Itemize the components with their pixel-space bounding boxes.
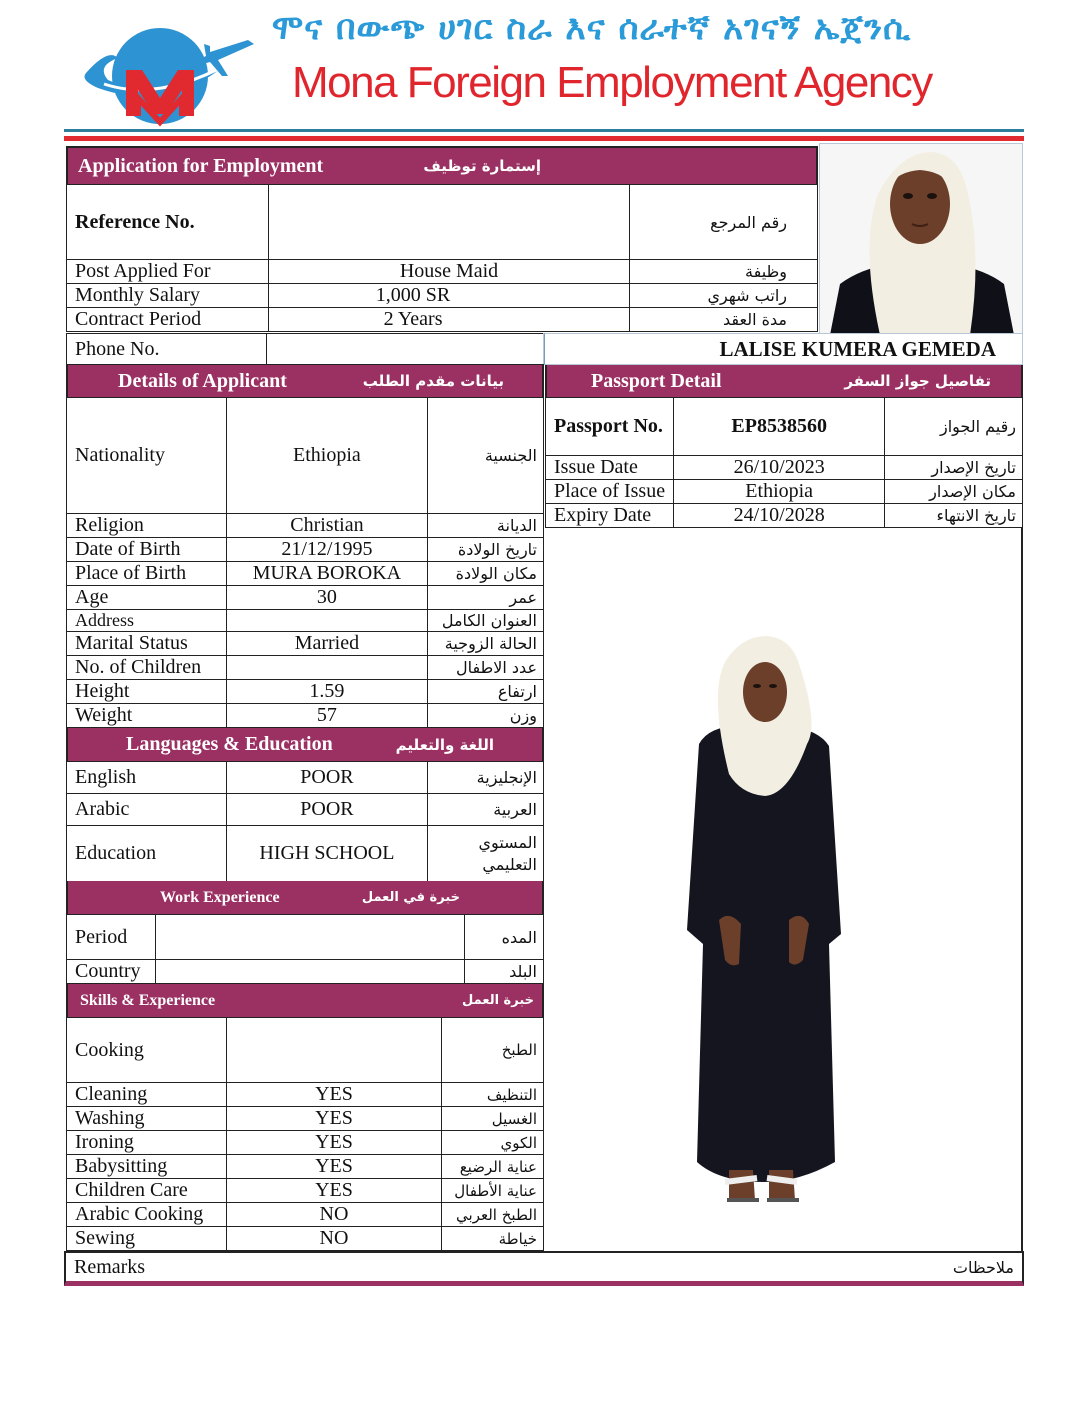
english-label: English [67, 762, 227, 794]
address-label-ar: العنوان الكامل [428, 610, 544, 632]
dob-value[interactable]: 21/12/1995 [226, 538, 427, 562]
contract-label-ar: مدة العقد [630, 308, 818, 332]
washing-label-ar: الغسيل [442, 1107, 544, 1131]
agency-name: Mona Foreign Employment Agency [292, 58, 932, 107]
arabic-value[interactable]: POOR [226, 794, 428, 826]
skills-header [66, 984, 544, 1017]
languages-title-ar: اللغة والتعليم [395, 735, 494, 754]
salary-label-ar: راتب شهري [630, 284, 818, 308]
education-value[interactable]: HIGH SCHOOL [226, 826, 428, 882]
babysitting-label-ar: عناية الرضيع [442, 1155, 544, 1179]
table-row [67, 1179, 544, 1203]
work-header [66, 881, 544, 914]
cleaning-label: Cleaning [67, 1083, 227, 1107]
table-row [67, 1203, 544, 1227]
babysitting-label: Babysitting [67, 1155, 227, 1179]
ironing-label-ar: الكوي [442, 1131, 544, 1155]
height-value[interactable]: 1.59 [226, 680, 427, 704]
post-value[interactable]: House Maid [268, 260, 629, 284]
applicant-portrait-photo [819, 143, 1023, 334]
table-row [67, 826, 544, 882]
marital-value[interactable]: Married [226, 632, 427, 656]
phone-table [66, 333, 544, 365]
english-value[interactable]: POOR [226, 762, 428, 794]
issue-date-value[interactable]: 26/10/2023 [674, 456, 885, 480]
languages-title: Languages & Education [126, 733, 333, 755]
education-label-ar: المستوي التعليمي [428, 826, 544, 882]
height-label: Height [67, 680, 227, 704]
header-divider-blue [64, 129, 1024, 132]
application-title: Application for Employment [78, 154, 324, 177]
washing-label: Washing [67, 1107, 227, 1131]
country-value[interactable] [155, 960, 464, 984]
weight-label: Weight [67, 704, 227, 728]
salary-value[interactable]: 1,000 SR [268, 284, 629, 308]
marital-label: Marital Status [67, 632, 227, 656]
ironing-label: Ironing [67, 1131, 227, 1155]
dob-label-ar: تاريخ الولادة [428, 538, 544, 562]
arabic-label-ar: العربية [428, 794, 544, 826]
height-label-ar: ارتفاع [428, 680, 544, 704]
weight-label-ar: وزن [428, 704, 544, 728]
table-row [67, 1107, 544, 1131]
babysitting-value[interactable]: YES [226, 1155, 441, 1179]
pob-value[interactable]: MURA BOROKA [226, 562, 427, 586]
nationality-value[interactable]: Ethiopia [226, 398, 427, 514]
children-care-value[interactable]: YES [226, 1179, 441, 1203]
cleaning-value[interactable]: YES [226, 1083, 441, 1107]
age-label: Age [67, 586, 227, 610]
details-title-ar: بيانات مقدم الطلب [362, 372, 504, 390]
reference-label: Reference No. [67, 185, 269, 260]
english-label-ar: الإنجليزية [428, 762, 544, 794]
post-label: Post Applied For [67, 260, 269, 284]
expiry-date-label: Expiry Date [546, 504, 674, 528]
table-row [67, 632, 544, 656]
table-row [546, 456, 1023, 480]
table-row [67, 915, 544, 960]
table-row [67, 538, 544, 562]
table-row [546, 480, 1023, 504]
table-row [67, 960, 544, 984]
address-value[interactable] [226, 610, 427, 632]
place-of-issue-label: Place of Issue [546, 480, 674, 504]
expiry-date-label-ar: تاريخ الانتهاء [885, 504, 1023, 528]
table-row [67, 284, 818, 308]
children-label: No. of Children [67, 656, 227, 680]
issue-date-label: Issue Date [546, 456, 674, 480]
table-row [546, 504, 1023, 528]
globe-m-airplane-icon [78, 18, 258, 128]
table-row [67, 586, 544, 610]
children-label-ar: عدد الاطفال [428, 656, 544, 680]
passport-title: Passport Detail [591, 369, 722, 392]
cleaning-label-ar: التنظيف [442, 1083, 544, 1107]
expiry-date-value[interactable]: 24/10/2028 [674, 504, 885, 528]
table-row [67, 1155, 544, 1179]
applicant-name: LALISE KUMERA GEMEDA [544, 333, 1023, 365]
sewing-label: Sewing [67, 1227, 227, 1251]
arabic-cooking-label-ar: الطبخ العربي [442, 1203, 544, 1227]
table-row [67, 398, 544, 514]
marital-label-ar: الحالة الزوجية [428, 632, 544, 656]
details-title: Details of Applicant [118, 369, 287, 392]
arabic-label: Arabic [67, 794, 227, 826]
age-value[interactable]: 30 [226, 586, 427, 610]
agency-name-amharic: ሞና በውጭ ሀገር ስራ እና ሰራተኛ አገናኝ ኤጀንሲ [272, 8, 912, 48]
cooking-label: Cooking [67, 1018, 227, 1083]
table-row [67, 562, 544, 586]
phone-value[interactable] [267, 334, 544, 365]
country-label-ar: البلد [465, 960, 544, 984]
table-row [67, 794, 544, 826]
table-row [67, 514, 544, 538]
details-table [66, 397, 544, 728]
passport-table [545, 397, 1023, 528]
salary-label: Monthly Salary [67, 284, 269, 308]
address-label: Address [67, 610, 227, 632]
application-table [66, 184, 818, 332]
washing-value[interactable]: YES [226, 1107, 441, 1131]
table-row [67, 680, 544, 704]
sewing-value[interactable]: NO [226, 1227, 441, 1251]
table-row [67, 185, 818, 260]
education-label: Education [67, 826, 227, 882]
ironing-value[interactable]: YES [226, 1131, 441, 1155]
nationality-label: Nationality [67, 398, 227, 514]
skills-title: Skills & Experience [80, 991, 216, 1009]
children-value[interactable] [226, 656, 427, 680]
table-row [67, 762, 544, 794]
post-label-ar: وظيفة [630, 260, 818, 284]
reference-label-ar: رقم المرجع [630, 185, 818, 260]
passport-no-label: Passport No. [546, 398, 674, 456]
pob-label: Place of Birth [67, 562, 227, 586]
passport-no-value[interactable]: EP8538560 [674, 398, 885, 456]
children-care-label: Children Care [67, 1179, 227, 1203]
arabic-cooking-label: Arabic Cooking [67, 1203, 227, 1227]
table-row [67, 308, 818, 332]
applicant-full-body-photo [679, 634, 849, 1206]
period-value[interactable] [155, 915, 464, 960]
full-body-photo-frame [545, 528, 1023, 1252]
passport-title-ar: تفاصيل جواز السفر [844, 372, 991, 390]
table-row [67, 260, 818, 284]
table-row [67, 704, 544, 728]
languages-header [66, 728, 544, 761]
work-title: Work Experience [160, 888, 280, 906]
portrait-image-icon [820, 144, 1023, 334]
remarks-label: Remarks [74, 1255, 146, 1278]
period-label-ar: المده [465, 915, 544, 960]
religion-value[interactable]: Christian [226, 514, 427, 538]
religion-label-ar: الديانة [428, 514, 544, 538]
contract-value[interactable]: 2 Years [268, 308, 629, 332]
table-row [67, 1018, 544, 1083]
table-row [67, 1227, 544, 1251]
work-title-ar: خبرة في العمل [361, 890, 460, 905]
table-row [67, 656, 544, 680]
skills-title-ar: خبرة العمل [462, 993, 534, 1008]
cooking-label-ar: الطبخ [442, 1018, 544, 1083]
cooking-value[interactable] [226, 1018, 441, 1083]
table-row [67, 610, 544, 632]
country-label: Country [67, 960, 156, 984]
header-divider-red [64, 136, 1024, 141]
remarks-label-ar: ملاحظات [952, 1257, 1014, 1277]
place-of-issue-value[interactable]: Ethiopia [674, 480, 885, 504]
details-header [66, 365, 544, 397]
table-row [67, 1083, 544, 1107]
passport-header [545, 365, 1023, 397]
remarks-row[interactable] [64, 1251, 1024, 1286]
reference-value[interactable] [268, 185, 629, 260]
arabic-cooking-value[interactable]: NO [226, 1203, 441, 1227]
sewing-label-ar: خياطة [442, 1227, 544, 1251]
work-table [66, 914, 544, 984]
phone-label: Phone No. [67, 334, 267, 365]
issue-date-label-ar: تاريخ الإصدار [885, 456, 1023, 480]
application-header [66, 146, 818, 184]
skills-table [66, 1017, 544, 1251]
age-label-ar: عمر [428, 586, 544, 610]
table-row [67, 1131, 544, 1155]
passport-no-label-ar: رقيم الجواز [885, 398, 1023, 456]
period-label: Period [67, 915, 156, 960]
place-of-issue-label-ar: مكان الإصدار [885, 480, 1023, 504]
pob-label-ar: مكان الولادة [428, 562, 544, 586]
nationality-label-ar: الجنسية [428, 398, 544, 514]
table-row [67, 334, 544, 365]
table-row [546, 398, 1023, 456]
dob-label: Date of Birth [67, 538, 227, 562]
agency-logo [78, 18, 258, 128]
application-title-ar: إستمارة توظيف [423, 157, 541, 175]
weight-value[interactable]: 57 [226, 704, 427, 728]
religion-label: Religion [67, 514, 227, 538]
children-care-label-ar: عناية الأطفال [442, 1179, 544, 1203]
contract-label: Contract Period [67, 308, 269, 332]
languages-table [66, 761, 544, 882]
